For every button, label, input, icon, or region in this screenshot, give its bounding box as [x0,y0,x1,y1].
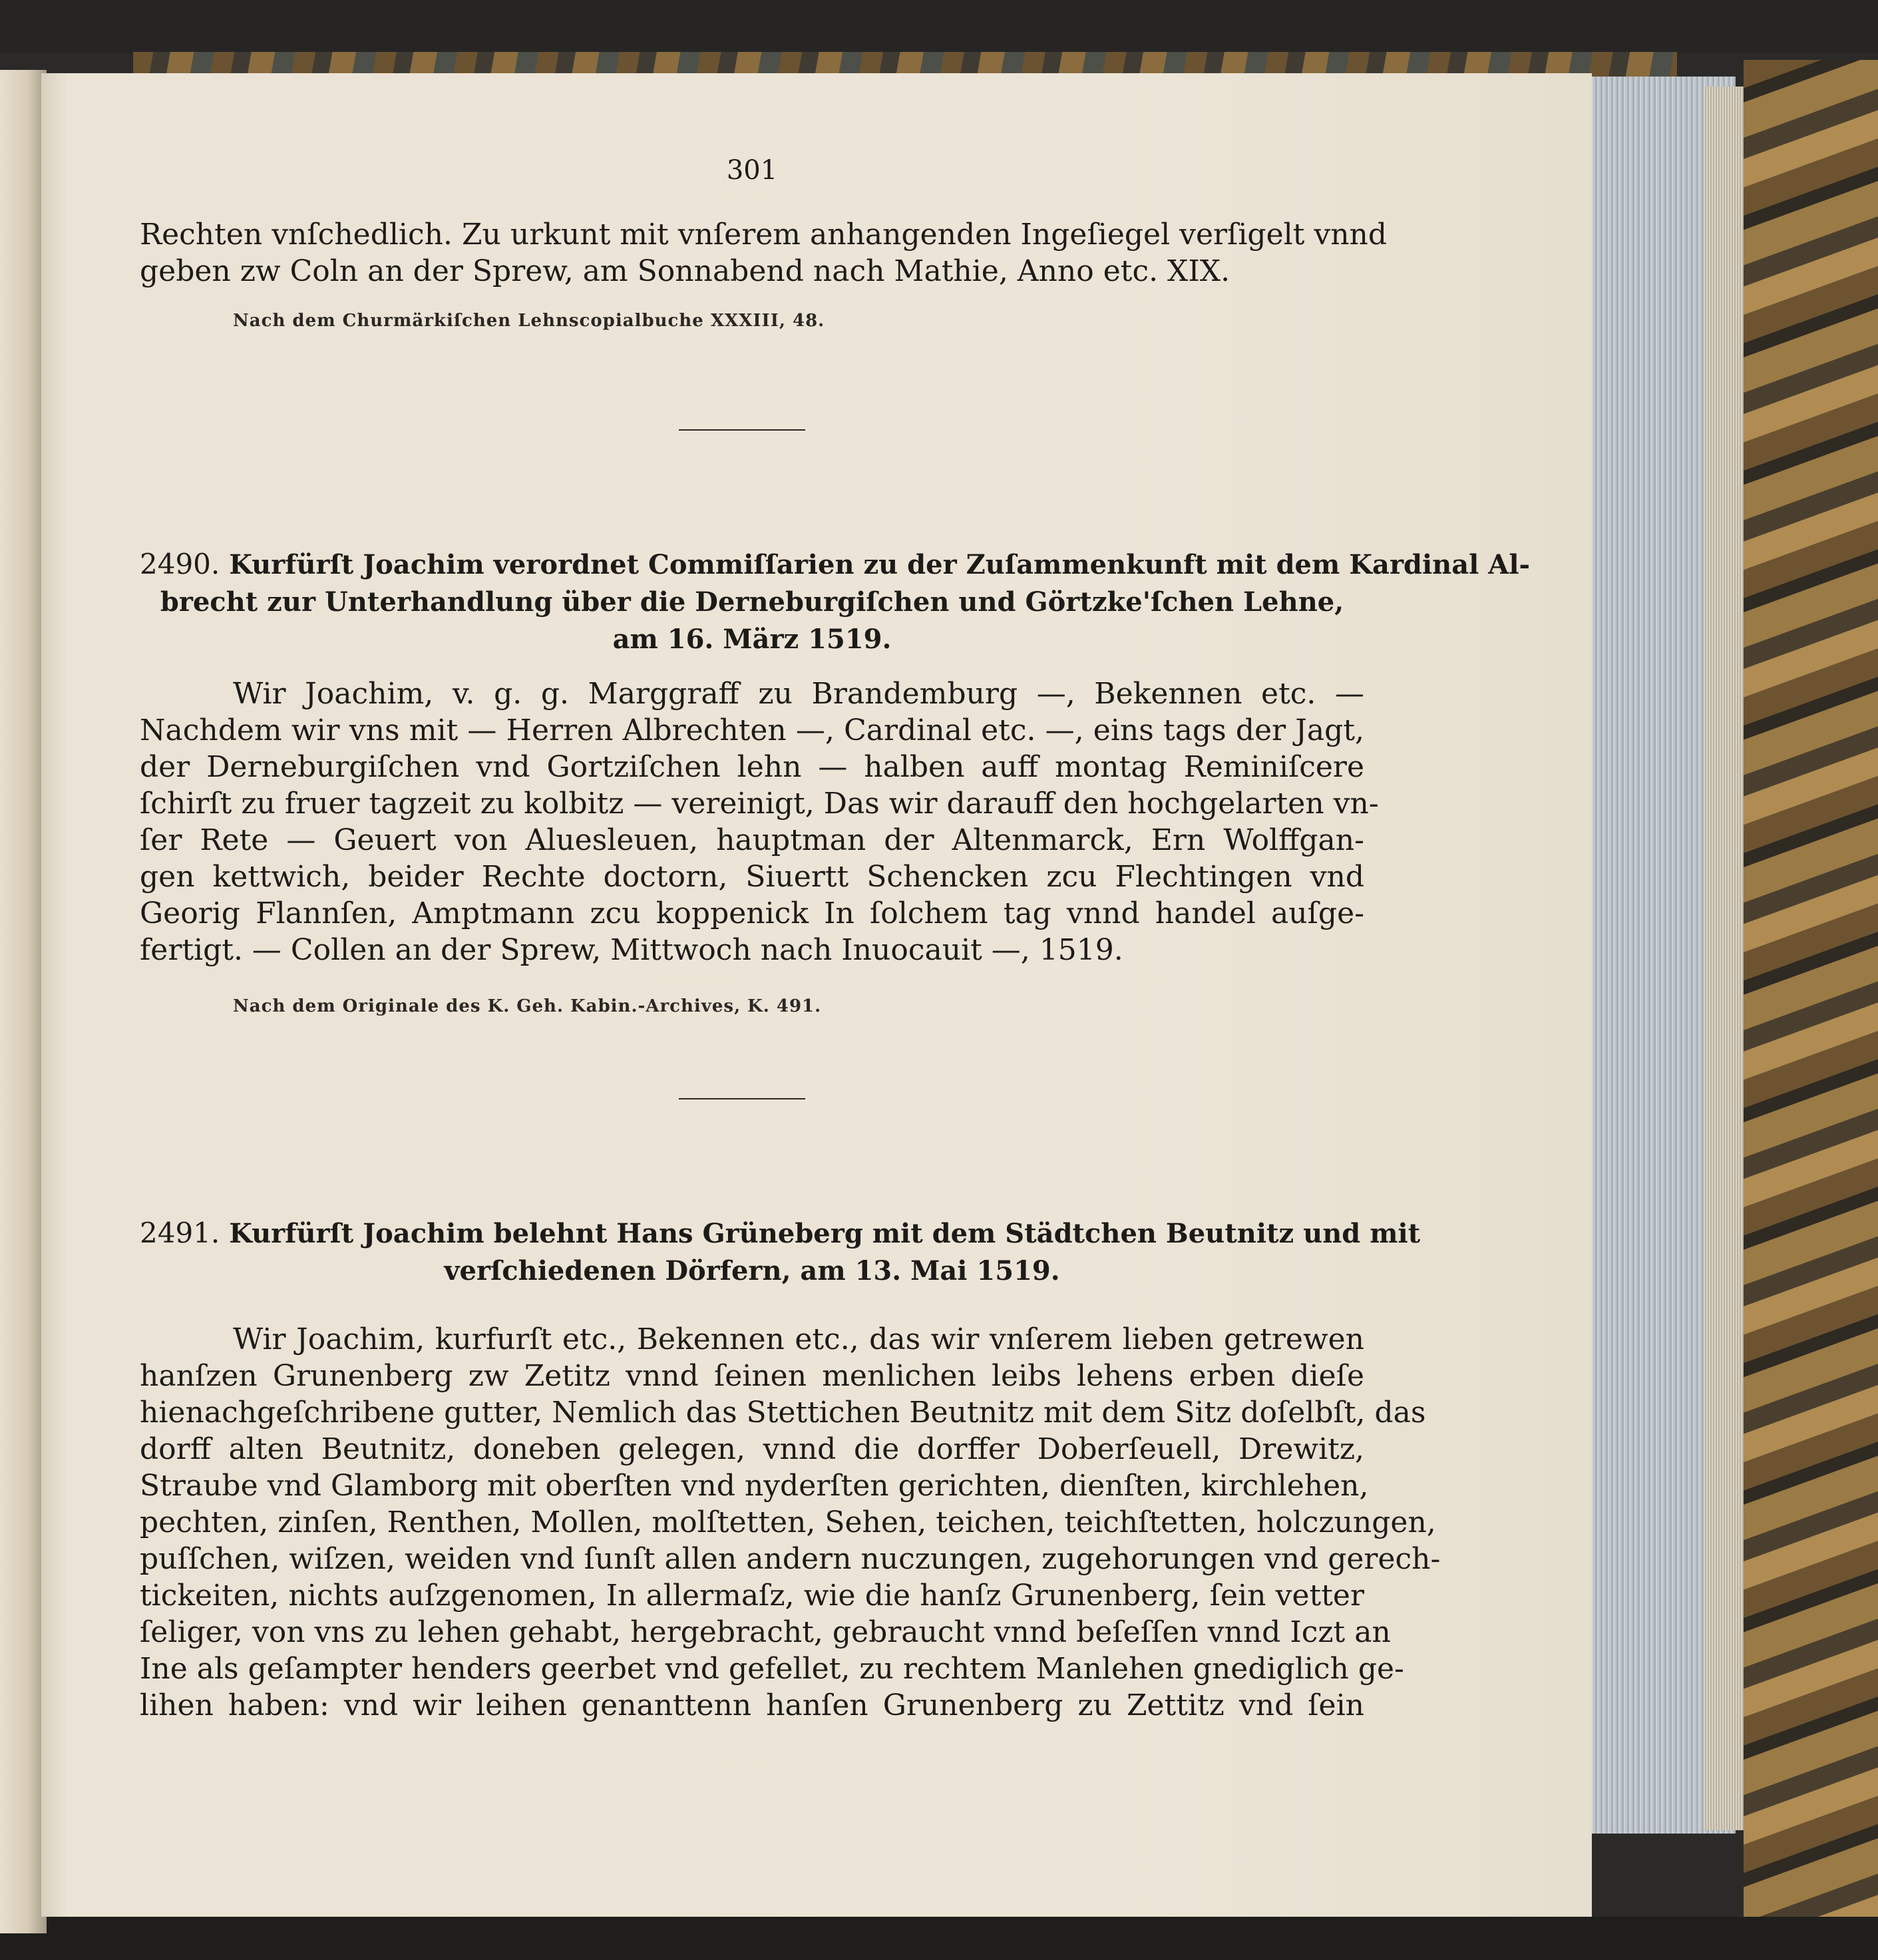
text-line: Wir Joachim, kurfurſt etc., Bekennen etc., das wir vnſerem lieben getrewen [233,1322,1364,1356]
text-line: ſeliger, von vns zu lehen gehabt, hergebracht, gebraucht vnnd beſeſſen vnnd Iczt an [140,1615,1391,1649]
text-line: Rechten vnſchedlich. Zu urkunt mit vnſerem anhangenden Ingeſiegel verſigelt vnnd [140,218,1388,252]
doc-2490-heading [140,546,1531,658]
text-line: Nachdem wir vns mit — Herren Albrechten —, Cardinal etc. —, eins tags der Jagt, [140,713,1364,747]
text-line: ſchirſt zu fruer tagzeit zu kolbitz — vereinigt, Das wir darauff den hochgelarten vn- [140,787,1379,821]
text-line: puſſchen, wiſzen, weiden vnd ſunſt allen andern nuczungen, zugehorungen vnd gerech- [140,1542,1441,1576]
page-block-edges-inner [1704,87,1744,1830]
doc-2491-body [140,1321,1441,1724]
doc-number: 2490. [140,548,220,580]
marbled-cover-right [1744,60,1878,1917]
heading-line: am 16. März 1519. [612,624,892,655]
doc-2490-body [140,676,1379,968]
text-line: Wir Joachim, v. g. g. Marggraff zu Brandemburg —, Bekennen etc. — [233,677,1364,711]
scan-background-bottom [0,1917,1878,1960]
text-line: pechten, zinſen, Renthen, Mollen, molſtetten, Sehen, teichen, teichſtetten, holczungen, [140,1505,1436,1539]
text-line: tickeiten, nichts auſzgenomen, In allermaſz, wie die hanſz Grunenberg, ſein vetter [140,1579,1364,1613]
separator-rule [679,1098,805,1099]
page-number: 301 [726,155,778,186]
text-line: fertigt. — Collen an der Sprew, Mittwoch nach Inuocauit —, 1519. [140,933,1123,967]
intro-paragraph [140,216,1388,290]
text-line: Ine als geſampter henders geerbet vnd gefellet, zu rechtem Manlehen gnediglich ge- [140,1652,1404,1686]
heading-line: Kurfürſt Joachim verordnet Commiſſarien zu der Zuſammenkunft mit dem Kardinal Al- [229,549,1531,580]
heading-line: Kurfürſt Joachim belehnt Hans Grüneberg mit dem Städtchen Beutnitz und mit [229,1218,1421,1249]
text-line: lihen haben: vnd wir leihen genanttenn hanſen Grunenberg zu Zettitz vnd ſein [140,1688,1364,1722]
facing-page-edge [0,70,47,1933]
text-line: dorff alten Beutnitz, doneben gelegen, vnnd die dorffer Doberſeuell, Drewitz, [140,1432,1364,1466]
text-line: hienachgeſchribene gutter, Nemlich das Stettichen Beutnitz mit dem Sitz doſelbſt, das [140,1396,1426,1430]
text-line: ſer Rete — Geuert von Aluesleuen, hauptman der Altenmarck, Ern Wolffgan- [140,823,1364,857]
source-note: Nach dem Churmärkiſchen Lehnscopialbuche XXXIII, 48. [233,311,825,331]
text-line: hanſzen Grunenberg zw Zetitz vnnd ſeinen menlichen leibs lehens erben dieſe [140,1359,1364,1393]
text-line: gen kettwich, beider Rechte doctorn, Siuertt Schencken zcu Flechtingen vnd [140,860,1364,894]
text-line: geben zw Coln an der Sprew, am Sonnabend nach Mathie, Anno etc. XIX. [140,254,1230,288]
doc-number: 2491. [140,1217,220,1249]
scan-background [0,0,1878,53]
doc-2491-heading [140,1215,1421,1290]
source-note: Nach dem Originale des K. Geh. Kabin.-Archives, K. 491. [233,996,822,1016]
text-line: Straube vnd Glamborg mit oberſten vnd nyderſten gerichten, dienſten, kirchlehen, [140,1469,1369,1503]
separator-rule [679,429,805,431]
text-line: der Derneburgiſchen vnd Gortziſchen lehn — halben auff montag Reminiſcere [140,750,1364,784]
text-line: Georig Flannſen, Amptmann zcu koppenick In ſolchem tag vnnd handel auſge- [140,896,1364,930]
heading-line: brecht zur Unterhandlung über die Derneburgiſchen und Görtzke'ſchen Lehne, [160,586,1344,618]
heading-line: verſchiedenen Dörfern, am 13. Mai 1519. [444,1255,1060,1286]
